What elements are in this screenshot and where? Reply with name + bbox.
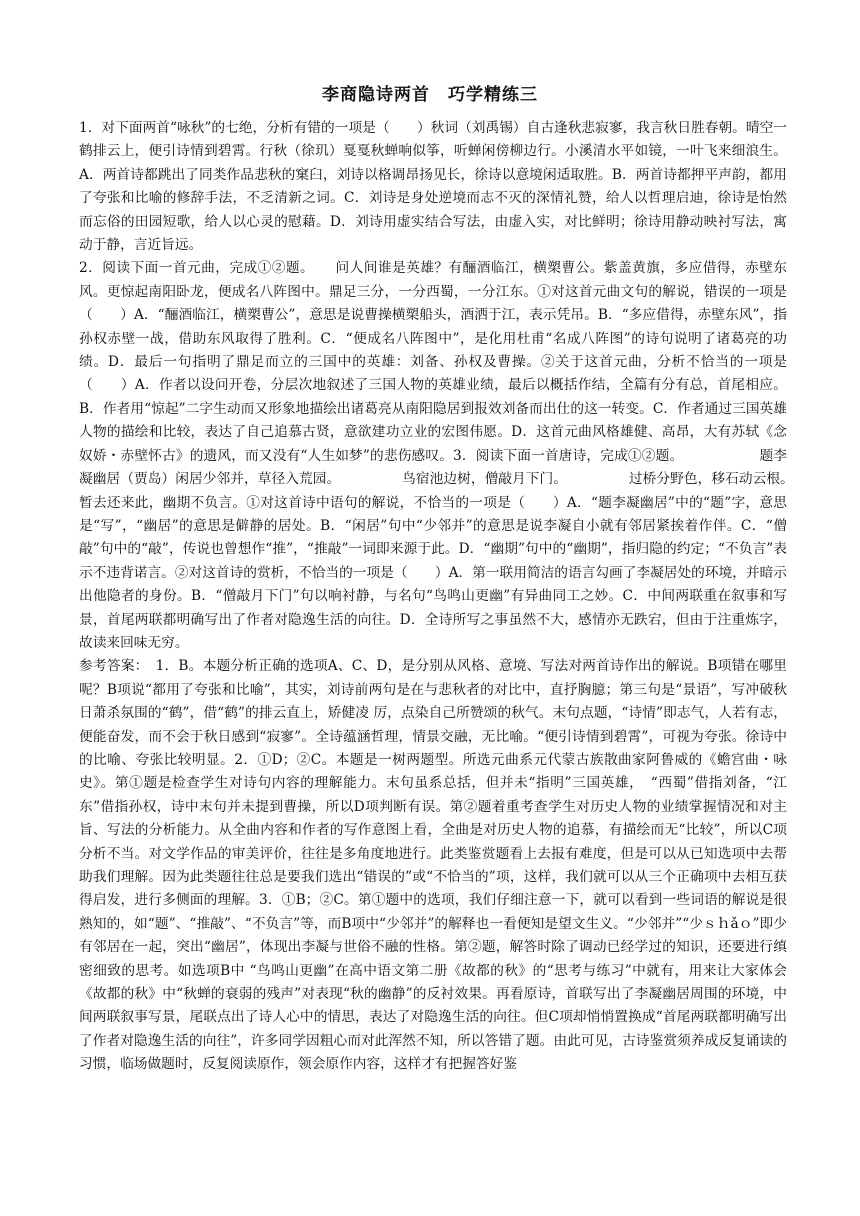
question-2: 2．阅读下面一首元曲，完成①②题。 问人间谁是英雄？有酾酒临江，横槊曹公。紫盖黄旗，多应借得，赤壁东风。更惊起南阳卧龙，便成名八阵图中。鼎足三分，一分西蜀，一分江东。①对这首元曲文句的解说，错误的一项是（ ）A．“酾酒临江，横槊曹公”，意思是说曹操横槊船头，酒洒于江，表示凭吊。B．“多应借得，赤壁东风”，指孙权赤壁一战，借助东风取得了胜利。C．“便成名八阵图中”，是化用杜甫“名成八阵图”的诗句说明了诸葛亮的功绩。D．最后一句指明了鼎足而立的三国中的英雄：刘备、孙权及曹操。②关于这首元曲，分析不恰当的一项是（ ）A．作者以设问开卷，分层次地叙述了三国人物的英雄业绩，最后以概括作结，全篇有分有总，首尾相应。B．作者用“惊起”二字生动而又形象地描绘出诸葛亮从南阳隐居到报效刘备而出仕的这一转变。C．作者通过三国英雄人物的描绘和比较，表达了自己追慕古贤，意欲建功立业的宏图伟愿。D．这首元曲风格雄健、高昂，大有苏轼《念奴娇・赤壁怀古》的遗风，而又没有“人生如梦”的悲伤感叹。 — [79, 260, 787, 464]
document-body — [79, 117, 829, 1077]
question-3: 3．阅读下面一首唐诗，完成①②题。 题李凝幽居（贾岛）闲居少邻并，草径入荒园。 鸟宿池边树，僧敲月下门。 过桥分野色，移石动云根。 暂去还来此，幽期不负言。①对这首诗中语句的解说，不恰当的一项是（ ）A．“题李凝幽居”中的“题”字，意思是“写”，“幽居”的意思是僻静的居处。B．“闲居”句中“少邻并”的意思是说李凝自小就有邻居紧挨着作伴。C．“僧敲”句中的“敲”，传说也曾想作“推”，“推敲”一词即来源于此。D．“幽期”句中的“幽期”，指归隐的约定；“不负言”表示不违背诺言。②对这首诗的赏析，不恰当的一项是（ ）A．第一联用简洁的语言勾画了李凝居处的环境，并暗示出他隐者的身份。B．“僧敲月下门”句以响衬静，与名句“鸟鸣山更幽”有异曲同工之妙。C．中间两联重在叙事和写景，首尾两联都明确写出了作者对隐逸生活的向往。D．全诗所写之事虽然不大，感情亦无跌宕，但由于注重炼字，故读来回味无穷。 — [79, 447, 829, 651]
reference-answers: 参考答案： 1．B。本题分析正确的选项A、C、D，是分别从风格、意境、写法对两首诗作出的解说。B项错在哪里呢？B项说“都用了夸张和比喻”，其实，刘诗前两句是在与悲秋者的对比中，直抒胸臆；第三句是“景语”，写冲破秋日萧杀氛围的“鹤”，借“鹤”的排云直上，矫健凌 厉，点染自己所赞颂的秋气。末句点题，“诗情”即志气，人若有志，便能奋发，而不会于秋日感到“寂寥”。全诗蕴涵哲理，情景交融，无比喻。“便引诗情到碧霄”，可视为夸张。徐诗中的比喻、夸张比较明显。2．①D；②C。本题是一树两题型。所选元曲系元代蒙古族散曲家阿鲁威的《蟾宫曲・咏史》。第①题是检查学生对诗句内容的理解能力。末句虽系总括，但并未“指明”三国英雄， “西蜀”借指刘备，“江东”借指孙权，诗中末句并未提到曹操，所以D项判断有误。第②题着重考查学生对历史人物的业绩掌握情况和对主旨、写法的分析能力。从全曲内容和作者的写作意图上看，全曲是对历史人物的追慕，有描绘而无“比较”，所以C项分析不当。对文学作品的审美评价，往往是多角度地进行。此类鉴赏题看上去报有难度，但是可以从已知选项中去帮助我们理解。因为此类题往往总是要我们选出“错误的”或“不恰当的”项，这样，我们就可以从三个正确项中去相互获得启发，进行多侧面的理解。3．①B；②C。第①题中的选项，我们仔细注意一下，就可以看到一些词语的解说是很熟知的，如“题”、“推敲”、“不负言”等，而B项中“少邻并”的解释也一看便知是望文生义。“少邻并”“少ｓｈǎｏ”即少有邻居在一起，突出“幽居”，体现出李凝与世俗不融的性格。第②题，解答时除了调动已经学过的知识，还要进行缜密细致的思考。如选项B中 “鸟鸣山更幽”在高中语文第二册《故都的秋》的“思考与练习”中就有，用来让大家体会《故都的秋》中“秋蝉的衰弱的残声”对表现“秋的幽静”的反衬效果。再看原诗，首联写出了李凝幽居周围的环境，中间两联叙事写景，尾联点出了诗人心中的情思，表达了对隐逸生活的向往。但C项却悄悄置换成“首尾两联都明确写出了作者对隐逸生活的向往”，许多同学因粗心而对此浑然不知，所以答错了题。由此可见，古诗鉴赏须养成反复诵读的习惯，临场做题时，反复阅读原作，领会原作内容，这样才有把握答好鉴 — [79, 658, 787, 1073]
page-title: 李商隐诗两首 巧学精练三 — [322, 85, 538, 105]
question-1: 1．对下面两首“咏秋”的七绝，分析有错的一项是（ ）秋词（刘禹锡）自古逢秋悲寂寥，我言秋日胜春朝。晴空一鹤排云上，便引诗情到碧霄。行秋（徐玑）戛戛秋蝉响似筝，听蝉闲傍柳边行。小溪清水平如镜，一叶飞来细浪生。A．两首诗都跳出了同类作品悲秋的窠臼，刘诗以格调昂扬见长，徐诗以意境闲适取胜。B．两首诗都押平声韵，都用了夸张和比喻的修辞手法，不乏清新之词。C．刘诗是身处逆境而志不灭的深情礼赞，给人以哲理启迪，徐诗是怡然而忘俗的田园短歌，给人以心灵的慰藉。D．刘诗用虚实结合写法，由虚入实，对比鲜明；徐诗用静动映衬写法，寓动于静，言近旨远。 — [79, 120, 787, 254]
